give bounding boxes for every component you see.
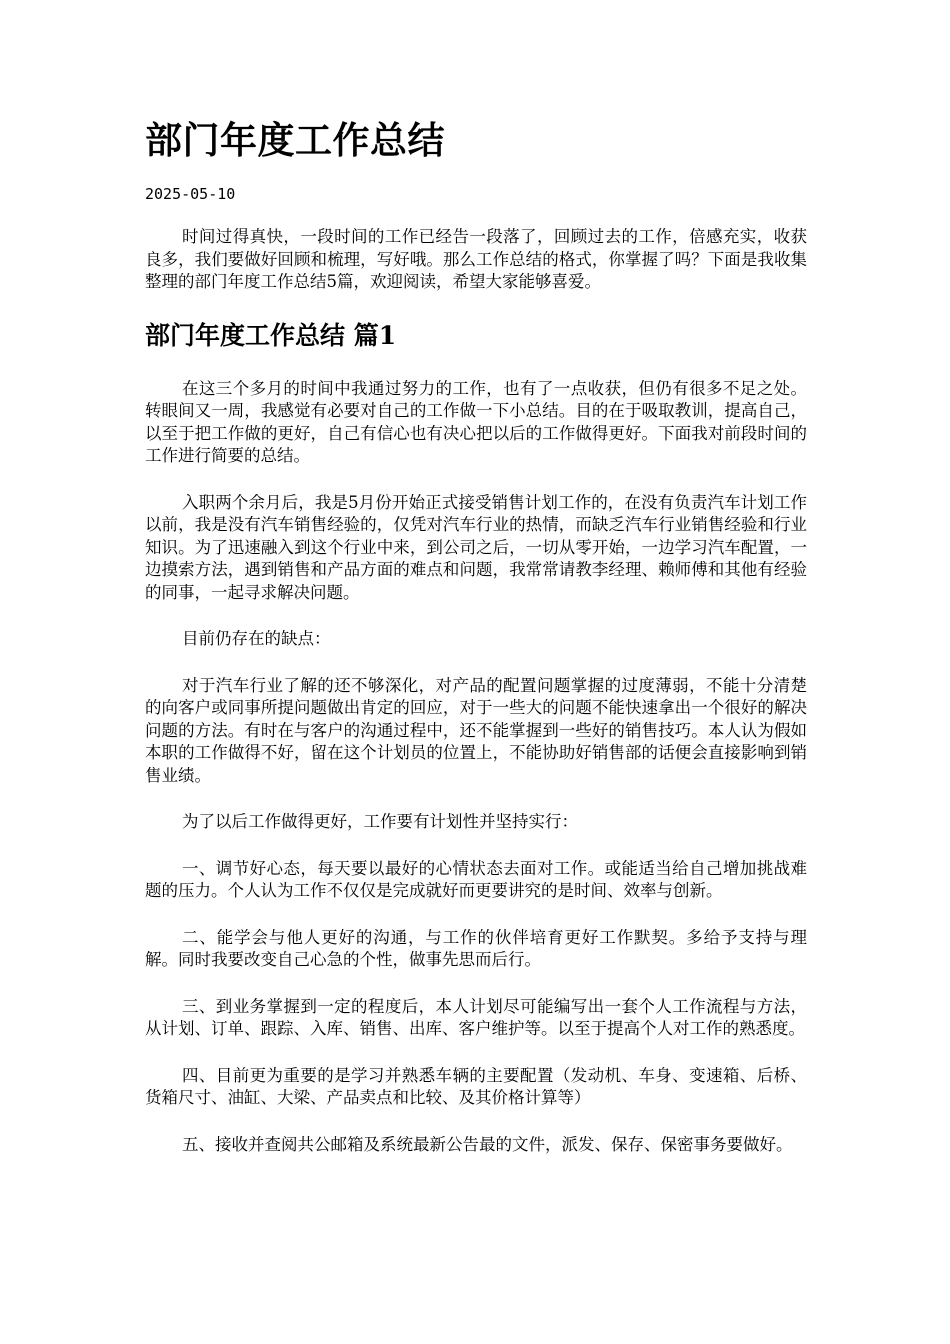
document-body bbox=[145, 226, 807, 1180]
body-paragraph: 目前仍存在的缺点： bbox=[182, 629, 331, 648]
body-paragraph: 五、接收并查阅共公邮箱及系统最新公告最的文件，派发、保存、保密事务要做好。 bbox=[182, 1134, 793, 1154]
body-paragraph: 四、目前更为重要的是学习并熟悉车辆的主要配置（发动机、车身、变速箱、后桥、货箱尺寸、油缸、大梁、产品卖点和比较、及其价格计算等） bbox=[145, 1065, 807, 1107]
body-paragraph: 二、能学会与他人更好的沟通，与工作的伙伴培育更好工作默契。多给予支持与理解。同时我要改变自己心急的个性，做事先思而后行。 bbox=[145, 927, 807, 969]
body-paragraph: 一、调节好心态，每天要以最好的心情状态去面对工作。或能适当给自己增加挑战难题的压力。个人认为工作不仅仅是完成就好而更要讲究的是时间、效率与创新。 bbox=[145, 858, 807, 900]
document-title: 部门年度工作总结 bbox=[145, 118, 445, 162]
body-paragraph: 对于汽车行业了解的还不够深化，对产品的配置问题掌握的过度薄弱，不能十分清楚的向客户或同事所提问题做出肯定的回应，对于一些大的问题不能快速拿出一个很好的解决问题的方法。有时在与客户的沟通过程中，还不能掌握到一些好的销售技巧。本人认为假如本职的工作做得不好，留在这个计划员的位置上，不能协助好销售部的话便会直接影响到销售业绩。 bbox=[145, 675, 807, 785]
body-paragraph: 为了以后工作做得更好，工作要有计划性并坚持实行： bbox=[182, 812, 578, 831]
document-date: 2025-05-10 bbox=[145, 185, 236, 203]
section-title: 部门年度工作总结 篇1 bbox=[145, 320, 397, 350]
body-paragraph: 在这三个多月的时间中我通过努力的工作，也有了一点收获，但仍有很多不足之处。转眼间又一周，我感觉有必要对自己的工作做一下小总结。目的在于吸取教训，提高自己，以至于把工作做的更好，自己有信心也有决心把以后的工作做得更好。下面我对前段时间的工作进行简要的总结。 bbox=[145, 378, 807, 465]
body-paragraph: 入职两个余月后，我是5月份开始正式接受销售计划工作的，在没有负责汽车计划工作以前，我是没有汽车销售经验的，仅凭对汽车行业的热情，而缺乏汽车行业销售经验和行业知识。为了迅速融入到这个行业中来，到公司之后，一切从零开始，一边学习汽车配置，一边摸索方法，遇到销售和产品方面的难点和问题，我常常请教李经理、赖师傅和其他有经验的同事，一起寻求解决问题。 bbox=[145, 492, 807, 602]
body-paragraph: 三、到业务掌握到一定的程度后，本人计划尽可能编写出一套个人工作流程与方法，从计划、订单、跟踪、入库、销售、出库、客户维护等。以至于提高个人对工作的熟悉度。 bbox=[145, 996, 807, 1038]
intro-paragraph: 时间过得真快，一段时间的工作已经告一段落了，回顾过去的工作，倍感充实，收获良多，我们要做好回顾和梳理，写好哦。那么工作总结的格式，你掌握了吗？下面是我收集整理的部门年度工作总结5篇，欢迎阅读，希望大家能够喜爱。 bbox=[145, 227, 807, 291]
